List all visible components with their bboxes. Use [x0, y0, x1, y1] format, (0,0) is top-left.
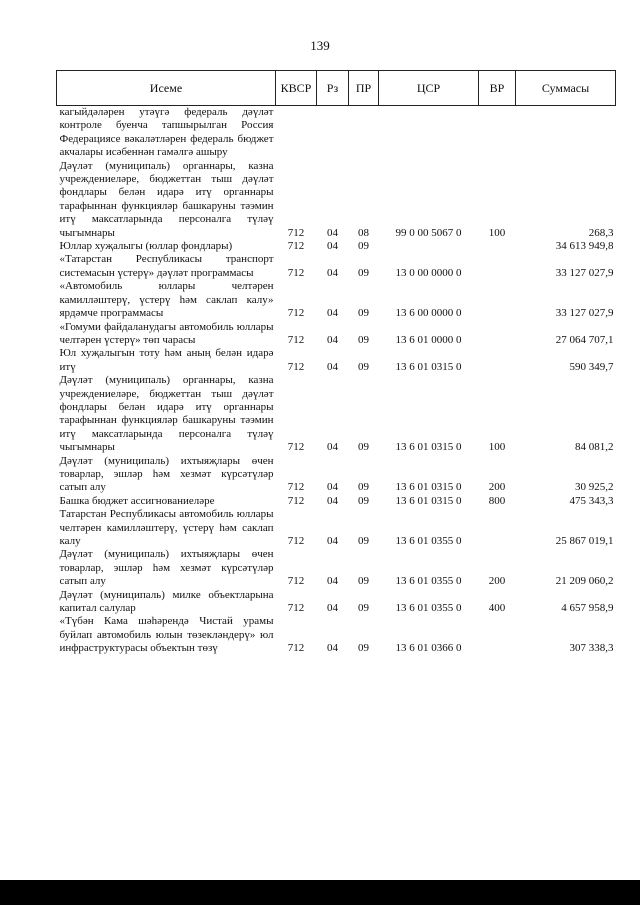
cell-sum: 21 209 060,2 — [555, 575, 614, 588]
cell-rz: 04 — [327, 535, 338, 547]
header-kvsr: КВСР — [276, 71, 317, 106]
cell-kvsr: 712 — [287, 240, 305, 253]
cell-csr: 13 6 01 0315 0 — [395, 481, 462, 494]
cell-sum: 84 081,2 — [575, 441, 614, 454]
cell-pr: 09 — [358, 535, 369, 547]
cell-pr: 09 — [358, 575, 369, 588]
table-row — [57, 615, 616, 655]
table-row — [57, 280, 616, 320]
cell-vr — [479, 615, 516, 655]
budget-table — [56, 70, 616, 656]
cell-pr: 09 — [358, 307, 369, 320]
cell-rz: 04 — [327, 441, 338, 454]
cell-kvsr: 712 — [287, 494, 305, 507]
cell-csr: 13 6 01 0366 0 — [395, 642, 462, 655]
cell-sum: 30 925,2 — [575, 481, 614, 494]
cell-kvsr: 712 — [287, 481, 305, 494]
cell-pr: 09 — [358, 642, 369, 655]
cell-rz: 04 — [327, 494, 338, 507]
cell-name: «Автомобиль юллары челтәрен камилләштерү, үстерү һәм саклап калу» ярдәмче программасы — [59, 280, 274, 320]
cell-name: «Татарстан Республикасы транспорт системасын үстерү» дәүләт программасы — [59, 253, 274, 279]
cell-name: Дәүләт (муниципаль) ихтыяҗлары өчен товарлар, эшләр һәм хезмәт күрсәтүләр сатып алу — [59, 548, 274, 588]
cell-name: Дәүләт (муниципаль) милке объектларына капитал салулар — [59, 588, 274, 615]
cell-rz: 04 — [327, 575, 338, 588]
cell-csr: 13 6 01 0000 0 — [395, 333, 462, 346]
cell-csr: 13 6 01 0315 0 — [395, 441, 462, 454]
cell-rz: 04 — [327, 642, 338, 655]
cell-pr: 09 — [358, 602, 369, 615]
table-row — [57, 495, 616, 508]
cell-vr: 200 — [488, 481, 506, 494]
cell-rz: 04 — [327, 240, 338, 253]
cell-pr: 09 — [358, 360, 369, 373]
cell-name: Дәүләт (муниципаль) органнары, казна учреждениеләре, бюджеттан тыш дәүләт фондлары белән идарә итү органнары тарафыннан функцияләр башкаруны тәэмин итү максатларында персоналга түләү чыгымнары — [59, 159, 274, 239]
cell-pr: 09 — [358, 441, 369, 454]
cell-vr — [479, 106, 516, 160]
cell-csr: 13 6 01 0355 0 — [395, 535, 462, 547]
table-row — [57, 508, 616, 548]
table-row — [57, 589, 616, 616]
cell-kvsr: 712 — [287, 441, 305, 454]
cell-rz: 04 — [327, 481, 338, 494]
cell-csr: 13 6 00 0000 0 — [395, 307, 462, 320]
cell-csr: 13 6 01 0355 0 — [395, 575, 462, 588]
table-row — [57, 455, 616, 495]
cell-csr — [379, 240, 479, 253]
cell-kvsr: 712 — [287, 360, 305, 373]
cell-vr: 800 — [488, 494, 506, 507]
cell-name: Юл хуҗалыгын тоту һәм аның белән идарә итү — [59, 347, 274, 373]
cell-vr: 400 — [488, 602, 506, 615]
cell-csr — [379, 106, 479, 160]
cell-vr — [479, 253, 516, 280]
cell-csr: 13 6 01 0355 0 — [395, 602, 462, 615]
cell-name: Дәүләт (муниципаль) органнары, казна учреждениеләре, бюджеттан тыш дәүләт фондлары белән идарә итү органнары тарафыннан функцияләр башкаруны тәэмин итү максатларында персоналга түләү чыгымнары — [59, 374, 274, 454]
cell-sum: 590 349,7 — [569, 360, 614, 373]
cell-vr: 200 — [488, 575, 506, 588]
cell-kvsr: 712 — [287, 226, 305, 239]
table-row — [57, 106, 616, 160]
cell-pr: 09 — [358, 240, 369, 253]
cell-sum: 4 657 958,9 — [561, 602, 614, 615]
cell-rz: 04 — [327, 602, 338, 615]
cell-pr: 08 — [358, 226, 369, 239]
cell-sum: 268,3 — [588, 226, 614, 239]
scan-edge-bar — [0, 880, 640, 905]
cell-pr: 09 — [358, 333, 369, 346]
cell-rz: 04 — [327, 226, 338, 239]
cell-kvsr: 712 — [287, 642, 305, 655]
cell-sum: 307 338,3 — [569, 642, 614, 655]
table-row — [57, 347, 616, 374]
table-body — [57, 106, 616, 656]
cell-sum: 34 613 949,8 — [555, 240, 614, 253]
cell-name: Татарстан Республикасы автомобиль юллары челтәрен камилләштерү, үстерү һәм саклап калу — [59, 508, 274, 547]
cell-vr — [479, 321, 516, 348]
cell-kvsr: 712 — [287, 535, 305, 547]
cell-pr — [349, 106, 379, 160]
cell-sum: 475 343,3 — [569, 494, 614, 507]
cell-csr: 13 6 01 0315 0 — [395, 494, 462, 507]
table-row — [57, 548, 616, 588]
cell-kvsr — [276, 106, 317, 160]
cell-pr: 09 — [358, 494, 369, 507]
cell-csr: 13 6 01 0315 0 — [395, 360, 462, 373]
cell-vr: 100 — [488, 441, 506, 454]
cell-name: Юллар хуҗалыгы (юллар фондлары) — [59, 240, 233, 253]
cell-kvsr: 712 — [287, 602, 305, 615]
cell-kvsr: 712 — [287, 266, 305, 279]
table-row — [57, 160, 616, 240]
cell-pr: 09 — [358, 266, 369, 279]
cell-name: «Түбән Кама шәһәрендә Чистай урамы буйлап автомобиль юлын төзекләндерү» юл инфраструктурасы объектын төзү — [59, 615, 274, 655]
cell-rz — [317, 106, 349, 160]
cell-rz: 04 — [327, 333, 338, 346]
cell-vr — [479, 240, 516, 253]
cell-vr — [479, 508, 516, 548]
cell-sum — [516, 106, 616, 160]
header-csr: ЦСР — [379, 71, 479, 106]
cell-name: кагыйдәләрен утәүгә федераль дәүләт контроле буенча тапшырылган Россия Федерациясе вәкаләтләрен федераль бюджет акчалары исәбеннән гамәлгә ашыру — [59, 106, 274, 159]
cell-name: «Гомуми файдаланудагы автомобиль юллары челтәрен үстерү» төп чарасы — [59, 320, 274, 346]
cell-sum: 25 867 019,1 — [555, 535, 614, 547]
header-vr: ВР — [479, 71, 516, 106]
cell-vr — [479, 280, 516, 320]
cell-rz: 04 — [327, 266, 338, 279]
page-number: 139 — [310, 38, 330, 53]
header-pr: ПР — [349, 71, 379, 106]
header-rz: Рз — [317, 71, 349, 106]
cell-kvsr: 712 — [287, 333, 305, 346]
table-row — [57, 253, 616, 280]
cell-vr — [479, 347, 516, 374]
cell-sum: 33 127 027,9 — [555, 266, 614, 279]
table-row — [57, 240, 616, 253]
cell-vr: 100 — [488, 226, 506, 239]
cell-rz: 04 — [327, 360, 338, 373]
cell-csr: 13 0 00 0000 0 — [395, 266, 462, 279]
cell-csr: 99 0 00 5067 0 — [395, 226, 462, 239]
table-row — [57, 321, 616, 348]
header-row — [57, 71, 616, 106]
cell-kvsr: 712 — [287, 307, 305, 320]
header-sum: Суммасы — [516, 71, 616, 106]
cell-name: Дәүләт (муниципаль) ихтыяҗлары өчен товарлар, эшләр һәм хезмәт күрсәтүләр сатып алу — [59, 454, 274, 494]
cell-rz: 04 — [327, 307, 338, 320]
cell-sum: 33 127 027,9 — [555, 307, 614, 320]
header-name: Исеме — [57, 71, 276, 106]
cell-kvsr: 712 — [287, 575, 305, 588]
cell-pr: 09 — [358, 481, 369, 494]
cell-name: Башка бюджет ассигнованиеләре — [59, 494, 215, 507]
cell-sum: 27 064 707,1 — [555, 333, 614, 346]
table-row — [57, 374, 616, 454]
